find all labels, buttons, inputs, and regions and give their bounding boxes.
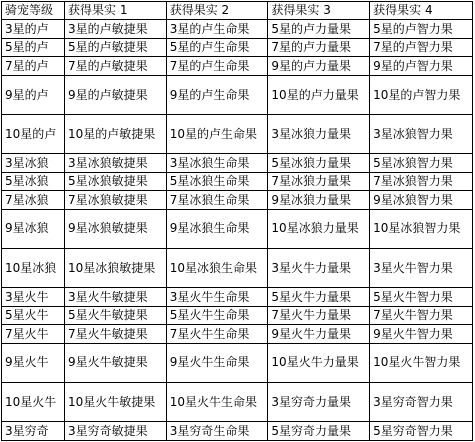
- fruit-cell: 9星火牛敏捷果: [65, 343, 167, 382]
- fruit-table: [1, 1, 473, 441]
- level-cell: 3星的卢: [2, 20, 65, 38]
- fruit-cell: 5星火牛力量果: [268, 288, 370, 306]
- level-cell: 5星冰狼: [2, 172, 65, 190]
- header-cell: 获得果实 2: [166, 2, 268, 20]
- table-row: [2, 306, 473, 324]
- fruit-cell: 7星火牛生命果: [166, 325, 268, 343]
- fruit-cell: 3星火牛生命果: [166, 288, 268, 306]
- fruit-cell: 3星穷奇力量果: [268, 383, 370, 422]
- fruit-cell: 3星冰狼力量果: [268, 115, 370, 154]
- level-cell: 9星火牛: [2, 343, 65, 382]
- level-cell: 3星火牛: [2, 288, 65, 306]
- fruit-cell: 5星的卢敏捷果: [65, 38, 167, 56]
- fruit-cell: 10星冰狼生命果: [166, 249, 268, 288]
- fruit-cell: 7星的卢智力果: [370, 38, 473, 56]
- fruit-cell: 5星的卢智力果: [370, 20, 473, 38]
- fruit-cell: 7星的卢力量果: [268, 38, 370, 56]
- fruit-cell: 9星冰狼生命果: [166, 209, 268, 248]
- fruit-cell: 10星的卢生命果: [166, 115, 268, 154]
- fruit-cell: 5星的卢力量果: [268, 20, 370, 38]
- table-row: [2, 343, 473, 382]
- table-row: [2, 75, 473, 114]
- fruit-cell: 3星火牛敏捷果: [65, 288, 167, 306]
- level-cell: 10星冰狼: [2, 249, 65, 288]
- header-cell: 获得果实 3: [268, 2, 370, 20]
- fruit-cell: 7星冰狼智力果: [370, 172, 473, 190]
- fruit-cell: 3星冰狼生命果: [166, 154, 268, 172]
- fruit-cell: 3星的卢敏捷果: [65, 20, 167, 38]
- fruit-cell: 10星火牛智力果: [370, 343, 473, 382]
- header-cell: 获得果实 4: [370, 2, 473, 20]
- fruit-cell: 5星冰狼生命果: [166, 172, 268, 190]
- fruit-cell: 5星的卢生命果: [166, 38, 268, 56]
- fruit-cell: 3星的卢生命果: [166, 20, 268, 38]
- level-cell: 9星的卢: [2, 75, 65, 114]
- level-cell: 10星的卢: [2, 115, 65, 154]
- fruit-cell: 5星火牛生命果: [166, 306, 268, 324]
- level-cell: 7星的卢: [2, 57, 65, 75]
- table-row: [2, 288, 473, 306]
- table-row: [2, 57, 473, 75]
- fruit-cell: 9星的卢力量果: [268, 57, 370, 75]
- table-row: [2, 172, 473, 190]
- table-row: [2, 209, 473, 248]
- fruit-cell: 3星冰狼敏捷果: [65, 154, 167, 172]
- table-row: [2, 383, 473, 422]
- fruit-cell: 7星火牛力量果: [268, 306, 370, 324]
- fruit-cell: 10星冰狼敏捷果: [65, 249, 167, 288]
- header-cell: 获得果实 1: [65, 2, 167, 20]
- level-cell: 5星的卢: [2, 38, 65, 56]
- fruit-cell: 9星冰狼力量果: [268, 191, 370, 209]
- table-row: [2, 325, 473, 343]
- level-cell: 3星穷奇: [2, 422, 65, 441]
- fruit-cell: 10星的卢力量果: [268, 75, 370, 114]
- level-cell: 3星冰狼: [2, 154, 65, 172]
- fruit-cell: 9星的卢敏捷果: [65, 75, 167, 114]
- fruit-cell: 7星火牛敏捷果: [65, 325, 167, 343]
- header-row: [2, 2, 473, 20]
- fruit-cell: 9星火牛生命果: [166, 343, 268, 382]
- table-row: [2, 38, 473, 56]
- fruit-cell: 10星火牛敏捷果: [65, 383, 167, 422]
- table-row: [2, 191, 473, 209]
- fruit-cell: 9星冰狼智力果: [370, 191, 473, 209]
- fruit-cell: 9星火牛智力果: [370, 325, 473, 343]
- fruit-cell: 10星火牛力量果: [268, 343, 370, 382]
- fruit-cell: 10星冰狼智力果: [370, 209, 473, 248]
- level-cell: 7星火牛: [2, 325, 65, 343]
- fruit-cell: 7星的卢生命果: [166, 57, 268, 75]
- fruit-cell: 3星火牛力量果: [268, 249, 370, 288]
- fruit-cell: 3星穷奇敏捷果: [65, 422, 167, 441]
- level-cell: 7星冰狼: [2, 191, 65, 209]
- fruit-cell: 7星冰狼力量果: [268, 172, 370, 190]
- table-row: [2, 115, 473, 154]
- fruit-cell: 9星冰狼敏捷果: [65, 209, 167, 248]
- fruit-cell: 7星冰狼敏捷果: [65, 191, 167, 209]
- fruit-cell: 5星冰狼智力果: [370, 154, 473, 172]
- fruit-cell: 7星冰狼生命果: [166, 191, 268, 209]
- fruit-cell: 7星火牛智力果: [370, 306, 473, 324]
- fruit-cell: 5星冰狼力量果: [268, 154, 370, 172]
- fruit-cell: 5星火牛敏捷果: [65, 306, 167, 324]
- fruit-cell: 9星的卢智力果: [370, 57, 473, 75]
- fruit-cell: 9星火牛力量果: [268, 325, 370, 343]
- table-row: [2, 20, 473, 38]
- fruit-cell: 3星冰狼智力果: [370, 115, 473, 154]
- table-row: [2, 422, 473, 441]
- fruit-cell: 10星冰狼力量果: [268, 209, 370, 248]
- fruit-cell: 10星的卢敏捷果: [65, 115, 167, 154]
- fruit-cell: 10星火牛生命果: [166, 383, 268, 422]
- table-row: [2, 154, 473, 172]
- level-cell: 10星火牛: [2, 383, 65, 422]
- fruit-cell: 3星穷奇生命果: [166, 422, 268, 441]
- fruit-cell: 5星冰狼敏捷果: [65, 172, 167, 190]
- table-row: [2, 249, 473, 288]
- fruit-cell: 5星火牛智力果: [370, 288, 473, 306]
- level-cell: 5星火牛: [2, 306, 65, 324]
- fruit-cell: 7星的卢敏捷果: [65, 57, 167, 75]
- fruit-cell: 5星穷奇力量果: [268, 422, 370, 441]
- header-cell: 骑宠等级: [2, 2, 65, 20]
- fruit-cell: 3星火牛智力果: [370, 249, 473, 288]
- fruit-cell: 9星的卢生命果: [166, 75, 268, 114]
- level-cell: 9星冰狼: [2, 209, 65, 248]
- fruit-cell: 3星穷奇智力果: [370, 383, 473, 422]
- fruit-cell: 10星的卢智力果: [370, 75, 473, 114]
- fruit-cell: 5星穷奇智力果: [370, 422, 473, 441]
